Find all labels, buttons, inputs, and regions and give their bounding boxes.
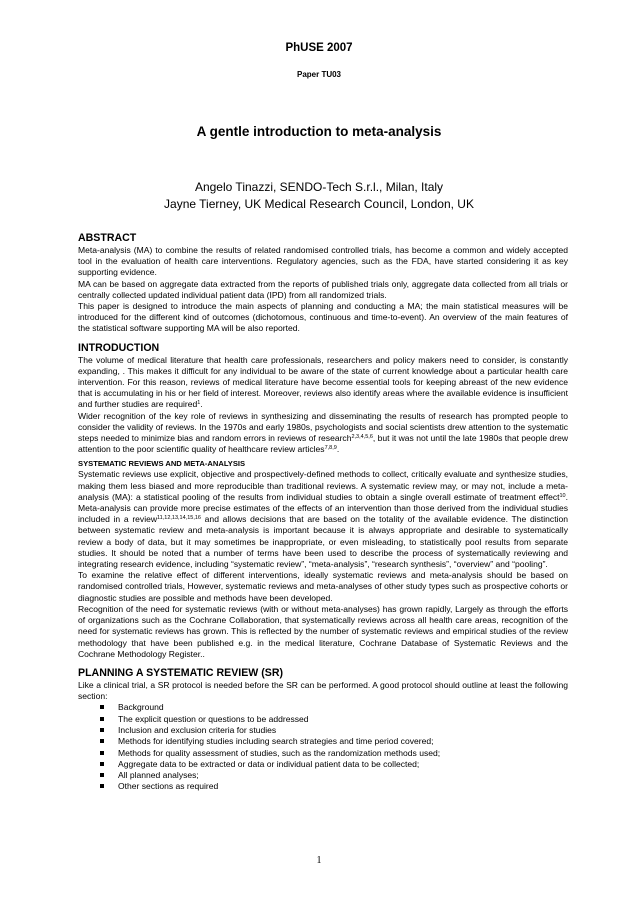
paragraph-text: . Meta-analysis can provide more precise estimates of the effects of an intervention than those derived from the individual studies included in a review xyxy=(78,491,568,525)
citation-ref: 10 xyxy=(559,492,566,499)
paragraph-text: Wider recognition of the key role of reviews in synthesizing and disseminating the results of research has prompted people to consider the validity of reviews. In the 1970s and early 1980s, psychologists and social scientists drew attention to the systematic steps needed to minimize bias and random errors in reviews of research xyxy=(78,410,568,444)
list-item: All planned analyses; xyxy=(100,770,568,781)
citation-ref: 11,12,13,14,15,16 xyxy=(157,515,201,522)
paragraph-text: and allows decisions that are based on the totality of the available evidence. The distinction between systematic review and meta-analysis is important because it is always appropriate and desirable to systematically review a body of data, but it may sometimes be inappropriate, or even misleading, to statistically pool results from separate studies. It should be noted that a number of terms have been used to describe the process of systematically reviewing and integrating research evidence, including “systematic review”, “meta-analysis”, “research synthesis”, “overview” and “pooling”. xyxy=(78,514,568,570)
systematic-paragraph xyxy=(78,469,568,570)
body-content xyxy=(78,232,568,793)
list-item: The explicit question or questions to be addressed xyxy=(100,714,568,725)
paper-title: A gentle introduction to meta-analysis xyxy=(196,124,442,139)
abstract-heading: ABSTRACT xyxy=(78,232,137,244)
author-line-2: Jayne Tierney, UK Medical Research Council, London, UK xyxy=(164,197,474,211)
list-item: Other sections as required xyxy=(100,781,568,792)
list-item: Methods for identifying studies including search strategies and time period covered; xyxy=(100,736,568,747)
citation-ref: 1 xyxy=(197,400,201,407)
introduction-paragraph xyxy=(78,355,568,411)
systematic-paragraph: To examine the relative effect of different interventions, ideally systematic reviews and meta-analysis should be based on randomised controlled trials, However, systematic reviews and meta-analyses of other study types such as prospective cohorts or diagnostic studies are possible and methods have been developed. xyxy=(78,570,568,603)
abstract-paragraph: This paper is designed to introduce the main aspects of planning and conducting a MA; the main statistical measures will be introduced for the different kind of outcomes (dichotomous, continuous and time-to-event). An overview of the main features of the statistical software supporting MA will be also reported. xyxy=(78,301,568,334)
author-line-1: Angelo Tinazzi, SENDO-Tech S.r.l., Milan, Italy xyxy=(194,180,444,194)
paragraph-text: The volume of medical literature that health care professionals, researchers and policy makers need to consider, is constantly expanding, . This makes it difficult for any individual to be aware of the state of current knowledge about a particular health care intervention. For this reason, reviews of medical literature have become essential tools for keeping abreast of the new evidence that is accumulating in his or her field of interest. Moreover, reviews also identify areas where the available evidence is insufficient and further studies are required xyxy=(78,354,568,410)
introduction-paragraph xyxy=(78,411,568,456)
citation-ref: 7,8,9 xyxy=(324,445,337,452)
paper-id: Paper TU03 xyxy=(296,70,342,79)
list-item: Background xyxy=(100,702,568,713)
page-number: 1 xyxy=(316,855,322,866)
paragraph-text: . xyxy=(200,399,203,410)
list-item: Inclusion and exclusion criteria for studies xyxy=(100,725,568,736)
list-item: Methods for quality assessment of studies, such as the randomization methods used; xyxy=(100,748,568,759)
abstract-paragraph: MA can be based on aggregate data extracted from the reports of published trials only, aggregate data collected from all trials or centrally collected updated individual patient data (IPD) from all randomized trials. xyxy=(78,278,568,300)
conference-name: PhUSE 2007 xyxy=(285,42,353,54)
systematic-reviews-heading: SYSTEMATIC REVIEWS AND META-ANALYSIS xyxy=(78,459,246,469)
paragraph-text: Systematic reviews use explicit, objective and prospectively-defined methods to collect, critically evaluate and synthesize studies, making them less biased and more reproducible than traditional reviews. A systematic review may, or may not, include a meta-analysis (MA): a statistical pooling of the results from individual studies to obtain a single overall estimate of treatment effect xyxy=(78,469,568,502)
paragraph-text: , but it was not until the late 1980s that people drew attention to the poor scientific quality of healthcare review articles xyxy=(78,433,569,455)
systematic-paragraph: Recognition of the need for systematic reviews (with or without meta-analyses) has grown rapidly, Largely as through the efforts of organizations such as the Cochrane Collaboration, that systematically reviews across all health care areas, recognition of the need for systematic reviews has grown. This is reflected by the number of systematic reviews and empirical studies of the review methodology that have been published e.g. in the medical literature, Cochrane Database of Systematic Reviews and the Cochrane Methodology Register.. xyxy=(78,603,568,659)
planning-intro: Like a clinical trial, a SR protocol is needed before the SR can be performed. A good protocol should outline at least the following section: xyxy=(78,679,568,702)
citation-ref: 2,3,4,5,6 xyxy=(351,434,373,441)
abstract-paragraph: Meta-analysis (MA) to combine the results of related randomised controlled trials, has become a common and widely accepted tool in the evaluation of health care interventions. Regulatory agencies, such as the FDA, have started considering it as key supporting evidence. xyxy=(78,245,568,278)
paragraph-text: . xyxy=(336,444,340,455)
introduction-heading: INTRODUCTION xyxy=(78,341,160,354)
protocol-sections-list xyxy=(78,702,568,792)
list-item: Aggregate data to be extracted or data or individual patient data to be collected; xyxy=(100,759,568,770)
planning-heading: PLANNING A SYSTEMATIC REVIEW (SR) xyxy=(78,666,284,679)
